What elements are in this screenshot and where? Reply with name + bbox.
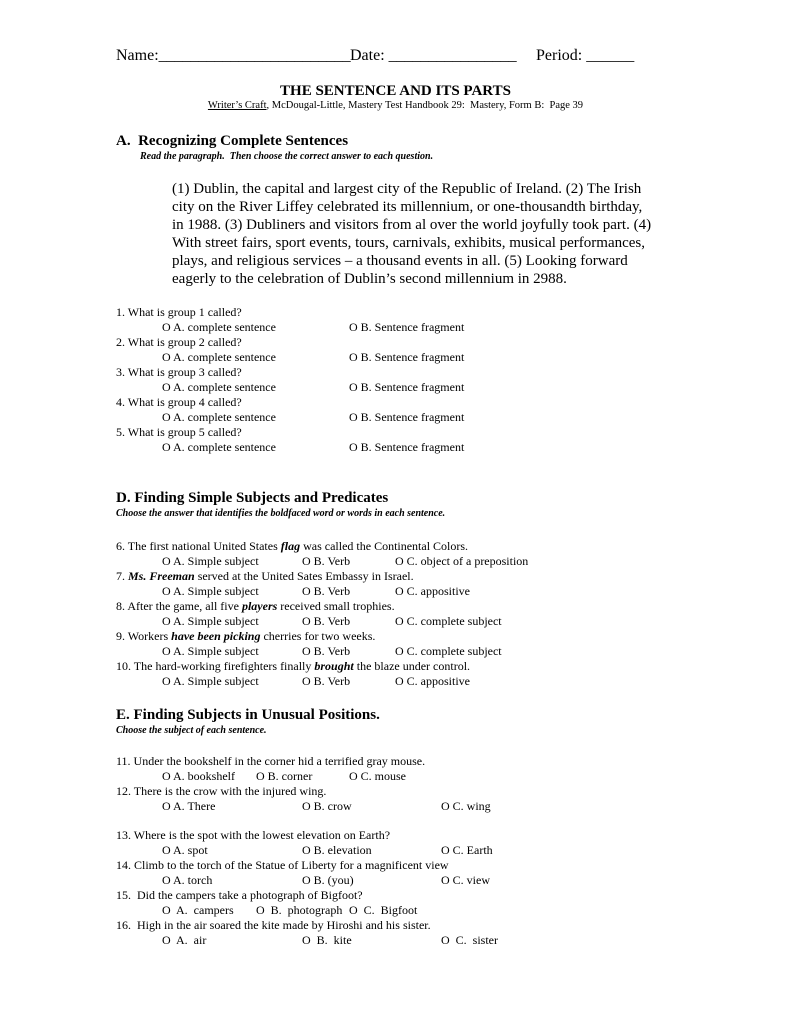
source-citation	[0, 100, 791, 111]
question-text: 6. The first national United States	[116, 539, 281, 553]
q10-option-a[interactable]: O A. Simple subject	[162, 674, 259, 688]
q3-option-b[interactable]: O B. Sentence fragment	[349, 380, 465, 394]
period-field[interactable]: Period: ______	[536, 47, 635, 64]
question-11: 11. Under the bookshelf in the corner hid a terrified gray mouse.	[116, 754, 426, 768]
q1-option-a[interactable]: O A. complete sentence	[162, 320, 276, 334]
boldfaced-word: Ms. Freeman	[128, 569, 195, 583]
q15-option-b[interactable]: O B. photograph	[256, 903, 343, 917]
passage-line: in 1988. (3) Dubliners and visitors from al over the world joyfully took part. (4)	[172, 217, 652, 233]
question-16: 16. High in the air soared the kite made by Hiroshi and his sister.	[116, 918, 431, 932]
q11-option-c[interactable]: O C. mouse	[349, 769, 406, 783]
q14-option-c[interactable]: O C. view	[441, 873, 490, 887]
question-text: received small trophies.	[277, 599, 395, 613]
q7-option-b[interactable]: O B. Verb	[302, 584, 351, 598]
section-d-heading: D. Finding Simple Subjects and Predicates	[116, 490, 389, 506]
q9-option-c[interactable]: O C. complete subject	[395, 644, 502, 658]
question-3: 3. What is group 3 called?	[116, 365, 242, 379]
section-e-heading: E. Finding Subjects in Unusual Positions.	[116, 707, 380, 723]
q7-option-c[interactable]: O C. appositive	[395, 584, 470, 598]
q8-option-c[interactable]: O C. complete subject	[395, 614, 502, 628]
q14-option-b[interactable]: O B. (you)	[302, 873, 354, 887]
passage-line: city on the River Liffey celebrated its millennium, or one-thousandth birthday,	[172, 199, 643, 215]
q13-option-a[interactable]: O A. spot	[162, 843, 208, 857]
passage-line: With street fairs, sport events, tours, carnivals, exhibits, musical performances,	[172, 235, 646, 251]
boldfaced-word: flag	[280, 539, 301, 553]
q8-option-a[interactable]: O A. Simple subject	[162, 614, 259, 628]
q14-option-a[interactable]: O A. torch	[162, 873, 213, 887]
boldfaced-word: have been picking	[171, 629, 261, 643]
question-text: the blaze under control.	[353, 659, 471, 673]
passage-line: eagerly to the celebration of Dublin’s second millennium in 2988.	[172, 271, 567, 287]
q10-option-b[interactable]: O B. Verb	[302, 674, 351, 688]
question-text: cherries for two weeks.	[260, 629, 376, 643]
q13-option-c[interactable]: O C. Earth	[441, 843, 493, 857]
question-text: 8. After the game, all five	[116, 599, 242, 613]
q6-option-a[interactable]: O A. Simple subject	[162, 554, 259, 568]
question-8	[116, 599, 395, 614]
q9-option-b[interactable]: O B. Verb	[302, 644, 351, 658]
q6-option-c[interactable]: O C. object of a preposition	[395, 554, 529, 568]
question-5: 5. What is group 5 called?	[116, 425, 242, 439]
question-text: was called the Continental Colors.	[300, 539, 469, 553]
question-13: 13. Where is the spot with the lowest elevation on Earth?	[116, 828, 391, 842]
date-field[interactable]: Date: ________________	[350, 47, 517, 64]
q4-option-a[interactable]: O A. complete sentence	[162, 410, 276, 424]
question-1: 1. What is group 1 called?	[116, 305, 242, 319]
q13-option-b[interactable]: O B. elevation	[302, 843, 372, 857]
question-text: served at the United Sates Embassy in Israel.	[194, 569, 414, 583]
question-text: 7.	[116, 569, 128, 583]
q4-option-b[interactable]: O B. Sentence fragment	[349, 410, 465, 424]
q5-option-b[interactable]: O B. Sentence fragment	[349, 440, 465, 454]
q12-option-b[interactable]: O B. crow	[302, 799, 352, 813]
q1-option-b[interactable]: O B. Sentence fragment	[349, 320, 465, 334]
passage-line: (1) Dublin, the capital and largest city of the Republic of Ireland. (2) The Irish	[172, 181, 642, 197]
question-2: 2. What is group 2 called?	[116, 335, 242, 349]
question-9	[116, 629, 375, 644]
boldfaced-word: brought	[314, 659, 354, 673]
page-title: THE SENTENCE AND ITS PARTS	[280, 83, 511, 99]
q3-option-a[interactable]: O A. complete sentence	[162, 380, 276, 394]
q16-option-b[interactable]: O B. kite	[302, 933, 352, 947]
q11-option-b[interactable]: O B. corner	[256, 769, 313, 783]
question-7	[116, 569, 414, 584]
question-12: 12. There is the crow with the injured wing.	[116, 784, 327, 798]
q2-option-b[interactable]: O B. Sentence fragment	[349, 350, 465, 364]
q16-option-c[interactable]: O C. sister	[441, 933, 498, 947]
section-d-instruction: Choose the answer that identifies the boldfaced word or words in each sentence.	[116, 508, 446, 519]
question-10	[116, 659, 470, 674]
q6-option-b[interactable]: O B. Verb	[302, 554, 351, 568]
boldfaced-word: players	[241, 599, 278, 613]
q11-option-a[interactable]: O A. bookshelf	[162, 769, 235, 783]
section-a-heading: A. Recognizing Complete Sentences	[116, 133, 349, 149]
name-field[interactable]: Name:________________________	[116, 47, 351, 64]
source-book-title: Writer’s Craft	[207, 100, 267, 111]
q8-option-b[interactable]: O B. Verb	[302, 614, 351, 628]
question-14: 14. Climb to the torch of the Statue of Liberty for a magnificent view	[116, 858, 449, 872]
q9-option-a[interactable]: O A. Simple subject	[162, 644, 259, 658]
q10-option-c[interactable]: O C. appositive	[395, 674, 470, 688]
section-a-instruction: Read the paragraph. Then choose the correct answer to each question.	[140, 151, 434, 162]
source-details: , McDougal-Little, Mastery Test Handbook 29: Mastery, Form B: Page 39	[266, 100, 584, 111]
q16-option-a[interactable]: O A. air	[162, 933, 207, 947]
question-4: 4. What is group 4 called?	[116, 395, 242, 409]
section-e-instruction: Choose the subject of each sentence.	[116, 725, 267, 736]
question-15: 15. Did the campers take a photograph of Bigfoot?	[116, 888, 363, 902]
q12-option-a[interactable]: O A. There	[162, 799, 216, 813]
q2-option-a[interactable]: O A. complete sentence	[162, 350, 276, 364]
q7-option-a[interactable]: O A. Simple subject	[162, 584, 259, 598]
q15-option-a[interactable]: O A. campers	[162, 903, 234, 917]
question-text: 9. Workers	[116, 629, 172, 643]
q5-option-a[interactable]: O A. complete sentence	[162, 440, 276, 454]
q12-option-c[interactable]: O C. wing	[441, 799, 491, 813]
question-text: 10. The hard-working firefighters finally	[116, 659, 315, 673]
q15-option-c[interactable]: O C. Bigfoot	[349, 903, 418, 917]
question-6	[116, 539, 468, 554]
passage-line: plays, and religious services – a thousand events in all. (5) Looking forward	[172, 253, 628, 269]
